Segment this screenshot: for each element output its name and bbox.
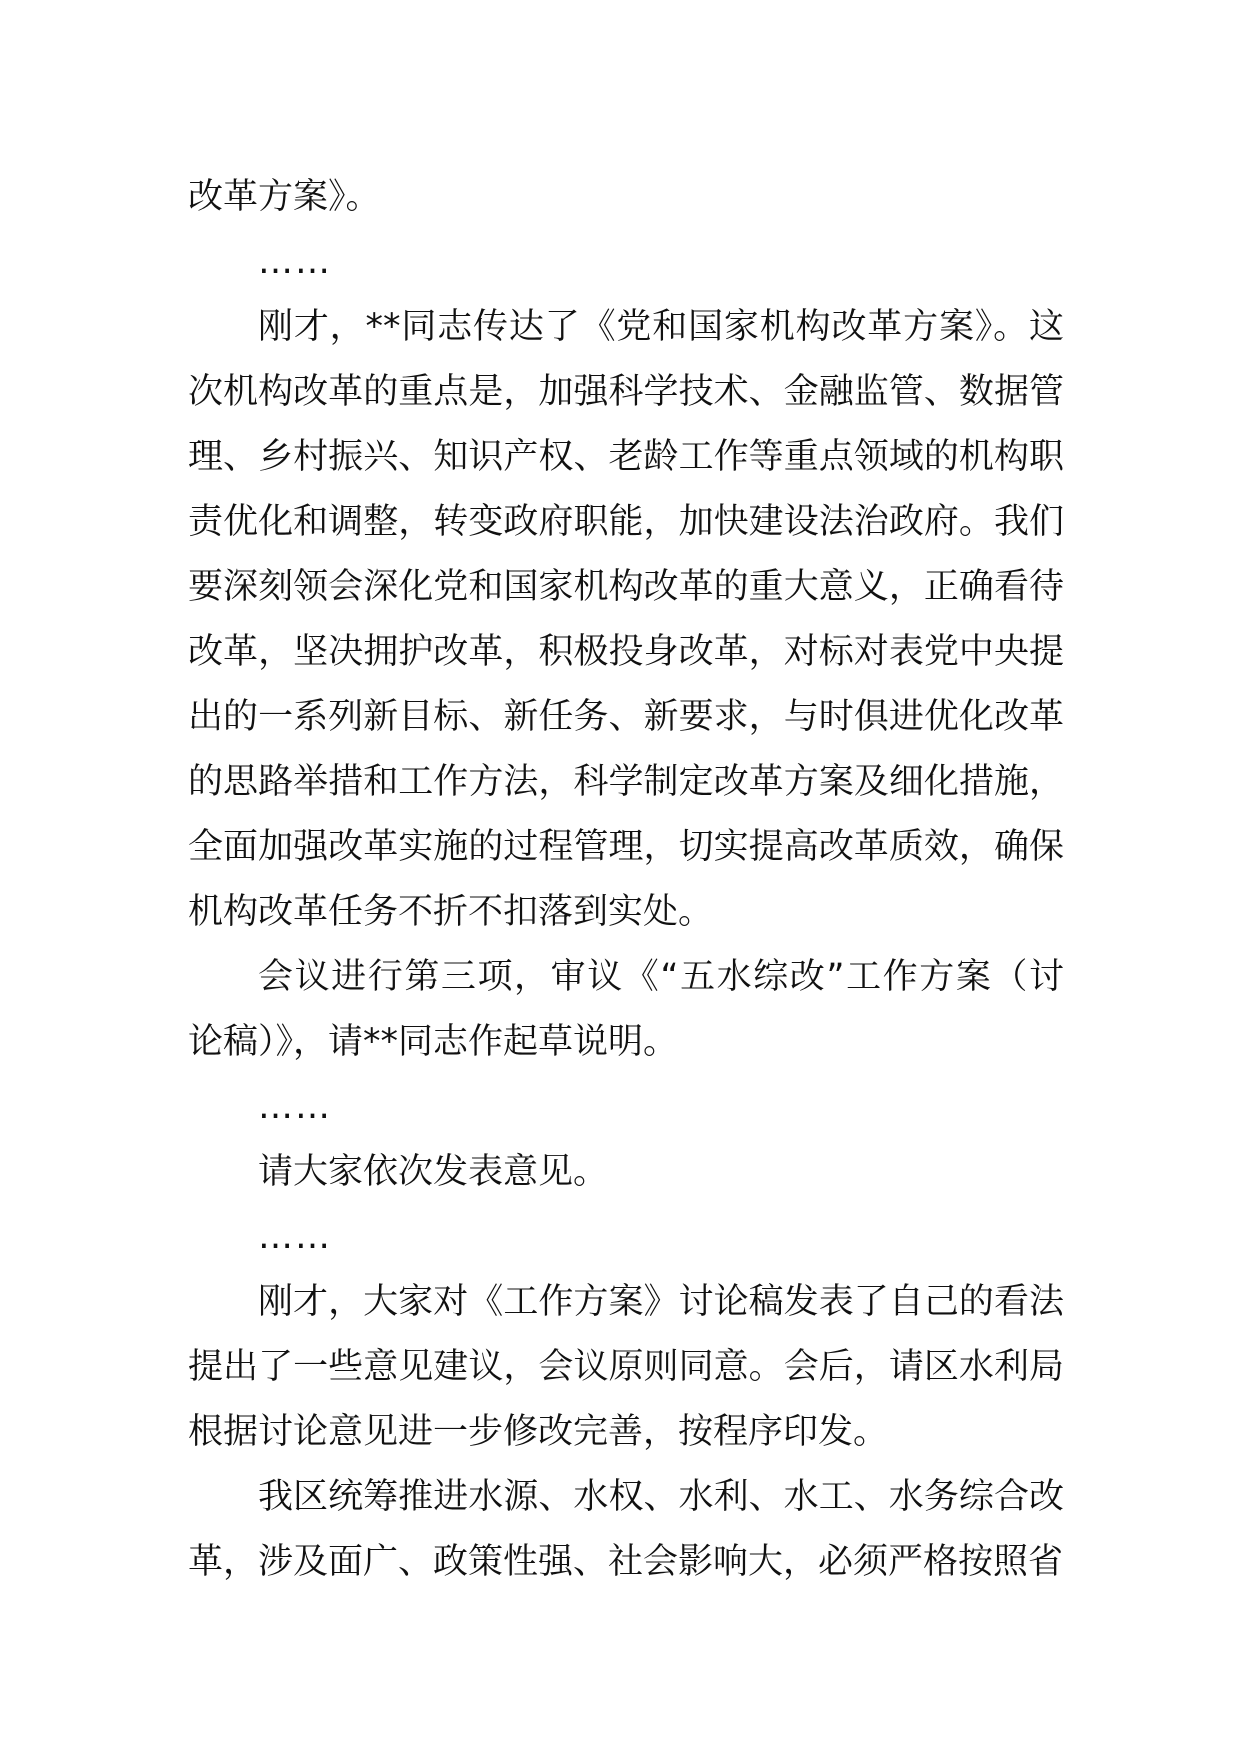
document-body [188, 165, 1064, 1595]
paragraph-agenda-item-three: 会议进行第三项，审议《“五水综改”工作方案（讨论稿）》，请**同志作起草说明。 [188, 957, 1064, 1062]
ellipsis-line: …… [258, 1217, 332, 1257]
paragraph-discussion-summary: 刚才，大家对《工作方案》讨论稿发表了自己的看法提出了一些意见建议，会议原则同意。会后，请区水利局根据讨论意见进一步修改完善，按程序印发。 [188, 1282, 1064, 1452]
ellipsis-line: …… [258, 242, 332, 282]
paragraph-continuation: 改革方案》。 [188, 177, 381, 217]
paragraph-invite-opinions: 请大家依次发表意见。 [258, 1152, 609, 1192]
ellipsis-line: …… [258, 1087, 332, 1127]
paragraph-water-reform: 我区统筹推进水源、水权、水利、水工、水务综合改革，涉及面广、政策性强、社会影响大，必须严格按照省 [188, 1477, 1064, 1582]
paragraph-reform-remarks: 刚才，**同志传达了《党和国家机构改革方案》。这次机构改革的重点是，加强科学技术、金融监管、数据管理、乡村振兴、知识产权、老龄工作等重点领域的机构职责优化和调整，转变政府职能，加快建设法治政府。我们要深刻领会深化党和国家机构改革的重大意义，正确看待改革，坚决拥护改革，积极投身改革，对标对表党中央提出的一系列新目标、新任务、新要求，与时俱进优化改革的思路举措和工作方法，科学制定改革方案及细化措施，全面加强改革实施的过程管理，切实提高改革质效，确保机构改革任务不折不扣落到实处。 [188, 307, 1064, 932]
